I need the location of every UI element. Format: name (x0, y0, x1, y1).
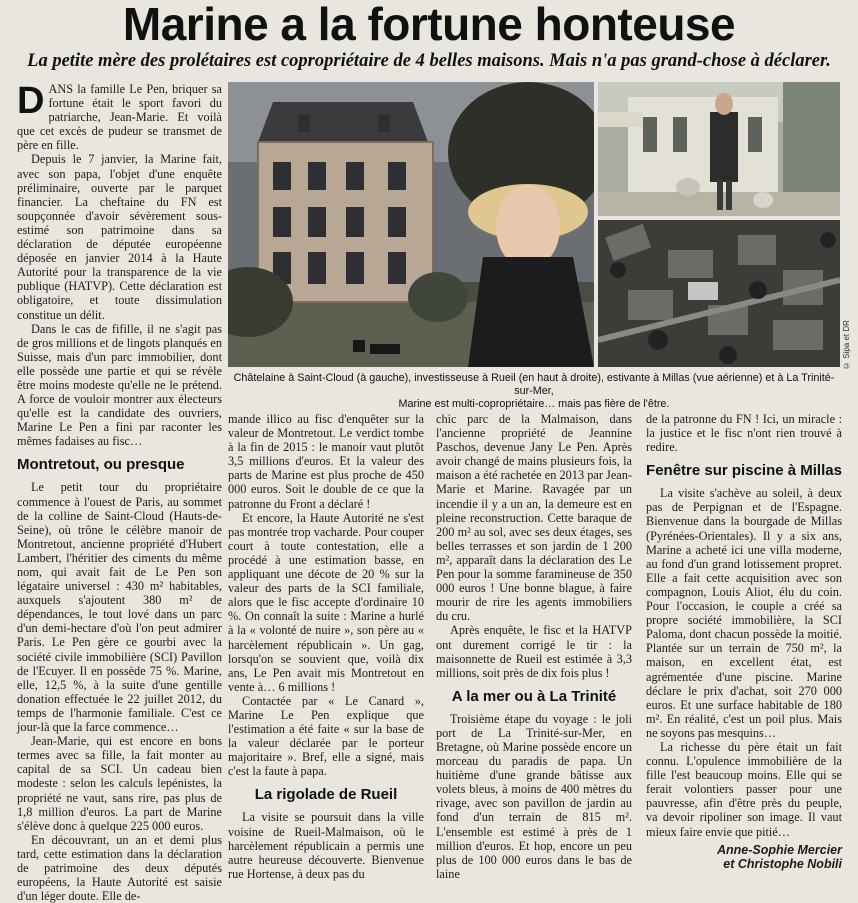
caption-line: Marine est multi-copropriétaire… mais pas fière de l'être. (398, 398, 670, 410)
column-3 (436, 412, 632, 881)
subheading-trinite: A la mer ou à La Trinité (451, 687, 617, 705)
paragraph: mande illico au fisc d'enquêter sur la valeur de Montretout. Le verdict tombe à la fin de 2015 : le manoir vaut plutôt 3,5 millions d'euros. Et la valeur des parts de Marine est plus proche de 450 000 euros. Soit le double de ce que la patronne du Front a déclaré ! (228, 412, 424, 511)
subheading-rueil: La rigolade de Rueil (254, 786, 398, 804)
headline: Marine a la fortune honteuse (122, 0, 736, 50)
paragraph: Le petit tour du propriétaire commence à l'ouest de Paris, au sommet de la colline de Saint-Cloud (Hauts-de-Seine), où trône le célèbre manoir de Montretout, ancienne propriété d'Hubert Lambert, l'héritier des ciments du même nom, qui avait fait de Le Pen son légataire universel : 430 m² habitables, auxquels s'ajoutent 380 m² de dépendances, le tout lové dans un parc d'un demi-hectare d'où l'on peut admirer Paris. Le Pen gère ce gourbi avec la société civile immobilière (SCI) Pavillon de l'Ecuyer. Il en possède 75 %. Marine, elle, 12,5 %, à la suite d'une gentille donation effectuée le 22 juillet 2012, du temps de l'harmonie familiale. C'est ce jour-là que la farce commence… (17, 480, 222, 735)
aerial-photo (598, 220, 840, 367)
rueil-photo (598, 82, 840, 216)
drop-cap: D (17, 80, 45, 122)
author-line-1: Anne-Sophie Mercier (716, 842, 842, 857)
paragraph: Après enquête, le fisc et la HATVP ont durement corrigé le tir : la maisonnette de Rueil est estimée à 3,3 millions, soit près de dix fois plus ! (436, 623, 632, 680)
subheading-millas: Fenêtre sur piscine à Millas (646, 462, 842, 480)
paragraph: Et encore, la Haute Autorité ne s'est pas montrée trop vacharde. Pour couper court à toute contestation, elle a procédé à une estimation basse, en appliquant une décote de 20 % sur la valeur des parts de la SCI familiale, alors que le fisc accepte d'ordinaire 10 %. On connaît la suite : Marine a hurlé à la « volonté de nuire », son père au « harcèlement républicain ». Un gag, lorsqu'on se souvient que, voilà dix ans, Le Pen avait mis Montretout en vente à… 6 millions ! (228, 510, 424, 694)
column-1 (17, 82, 222, 903)
paragraph: Jean-Marie, qui est encore en bons termes avec sa fille, la fait monter au capital de sa SCI. Un cadeau bien modeste : selon les calculs lepénistes, la propriété ne vaut, sans rire, pas plus de 1,8 million d'euros. La part de Marine s'élève donc à quelque 225 000 euros. (17, 734, 222, 833)
paragraph: Contactée par « Le Canard », Marine Le Pen explique que l'estimation a été faite « sur la base de la valeur déclarée par le porteur majoritaire ». Bref, elle a signé, mais c'est la faute à papa. (228, 693, 424, 779)
paragraph: La visite se poursuit dans la ville voisine de Rueil-Malmaison, où le harcèlement républicain a permis une autre heureuse découverte. Bienvenue rue Hortense, à deux pas du (228, 810, 424, 881)
caption-line: Châtelaine à Saint-Cloud (à gauche), investisseuse à Rueil (en haut à droite), estivante à Millas (vue aérienne) et à La Trinité-sur-Mer, (233, 372, 835, 397)
subheading-montretout: Montretout, ou presque (17, 456, 185, 474)
paragraph: Dans le cas de fifille, il ne s'agit pas de gros millions et de lingots planqués en Suisse, mais d'un parc immobilier, dont elle possède une partie et qui se révèle être moins modeste qu'elle ne le prétend. A force de vouloir montrer aux électeurs qu'elle est la candidate des ouvriers, Marine Le Pen a fini par raconter les mêmes fadaises au fisc… (17, 321, 222, 449)
paragraph: En découvrant, un an et demi plus tard, cette estimation dans la déclaration de patrimoine des deux députés européens, la Haute Autorité est saisie d'un léger doute. Elle de- (17, 832, 222, 903)
rueil-illustration (598, 82, 840, 216)
aerial-illustration (598, 220, 840, 367)
intro-paragraph: ANS la famille Le Pen, briquer sa fortune était le sport favori du patriarche, Jean-Marie. Et voilà que cet excès de pudeur se transmet de père en fille. (17, 82, 222, 153)
photo-credit: © Sipa et DR (842, 320, 851, 370)
paragraph: Troisième étape du voyage : le joli port de La Trinité-sur-Mer, en Bretagne, où Marine possède encore un morceau du paradis de papa. Un huitième d'une grande bâtisse aux volets bleus, à moins de 400 mètres du rivage, avec son pavillon de jardin au fond d'un terrain de 815 m². L'ensemble est estimé à près de 1 million d'euros. Et hop, encore un peu plus de 100 000 euros dans le bas de laine (436, 711, 632, 881)
photo-caption (228, 372, 840, 411)
manor-photo (228, 82, 594, 367)
column-4 (646, 412, 842, 871)
paragraph: de la patronne du FN ! Ici, un miracle : la justice et le fisc n'ont rien trouvé à redire. (646, 412, 842, 455)
paragraph: Depuis le 7 janvier, la Marine fait, avec son papa, l'objet d'une enquête préliminaire, ouverte par le parquet financier. La cheftaine du FN est soupçonnée d'avoir sévèrement sous-estimé son patrimoine dans sa déclaration de députée européenne déposée en janvier 2014 à la Haute Autorité pour la transparence de la vie publique (HATVP). Cette déclaration est obligatoire, et toute dissimulation constitue un délit. (17, 152, 222, 322)
paragraph: chic parc de la Malmaison, dans l'ancienne propriété de Jeannine Paschos, devenue Jany Le Pen. Après avoir changé de mains plusieurs fois, la maison a été rachetée en 2013 par Jean-Marie et Marine. Ravagée par un incendie il y a un an, la demeure est en pleine reconstruction. Cette baraque de 200 m² au sol, avec ses deux étages, ses belles terrasses et son jardin de 1 200 m², apparaît dans la déclaration des Le Pen pour la somme faramineuse de 350 000 euros ! Une bonne blague, à faire mourir de rire les agents immobiliers du cru. (436, 412, 632, 624)
column-2 (228, 412, 424, 881)
deck: La petite mère des prolétaires est copropriétaire de 4 belles maisons. Mais n'a pas grand-chose à déclarer. (27, 51, 831, 71)
manor-illustration (228, 82, 594, 367)
paragraph: La richesse du père était un fait connu. L'opulence immobilière de la fille l'est beaucoup moins. Elle qui se ferait volontiers passer pour une pauvresse, afin d'être près du peuple, va devoir ripoliner son image. Il vaut mieux faire envie que pitié… (646, 739, 842, 839)
author-line-2: et Christophe Nobili (723, 856, 842, 871)
paragraph: La visite s'achève au soleil, à deux pas de Perpignan et de l'Espagne. Bienvenue dans la bourgade de Millas (Pyrénées-Orientales). Il y a six ans, Marine a acheté ici une villa moderne, au fond d'un grand lotissement propret. Elle a fait cette acquisition avec son compagnon, Louis Aliot, élu du coin. Pour l'occasion, le couple a créé sa propre société immobilière, la SCI Paloma, dont chacun possède la moitié. Plantée sur un terrain de 750 m², la maison, en excellent état, est agrémentée d'une piscine. Marine déclare le prix d'achat, soit 270 000 euros. Et une surface habitable de 180 m². En réalité, c'est un poil plus. Mais ne soyons pas mesquins… (646, 486, 842, 740)
